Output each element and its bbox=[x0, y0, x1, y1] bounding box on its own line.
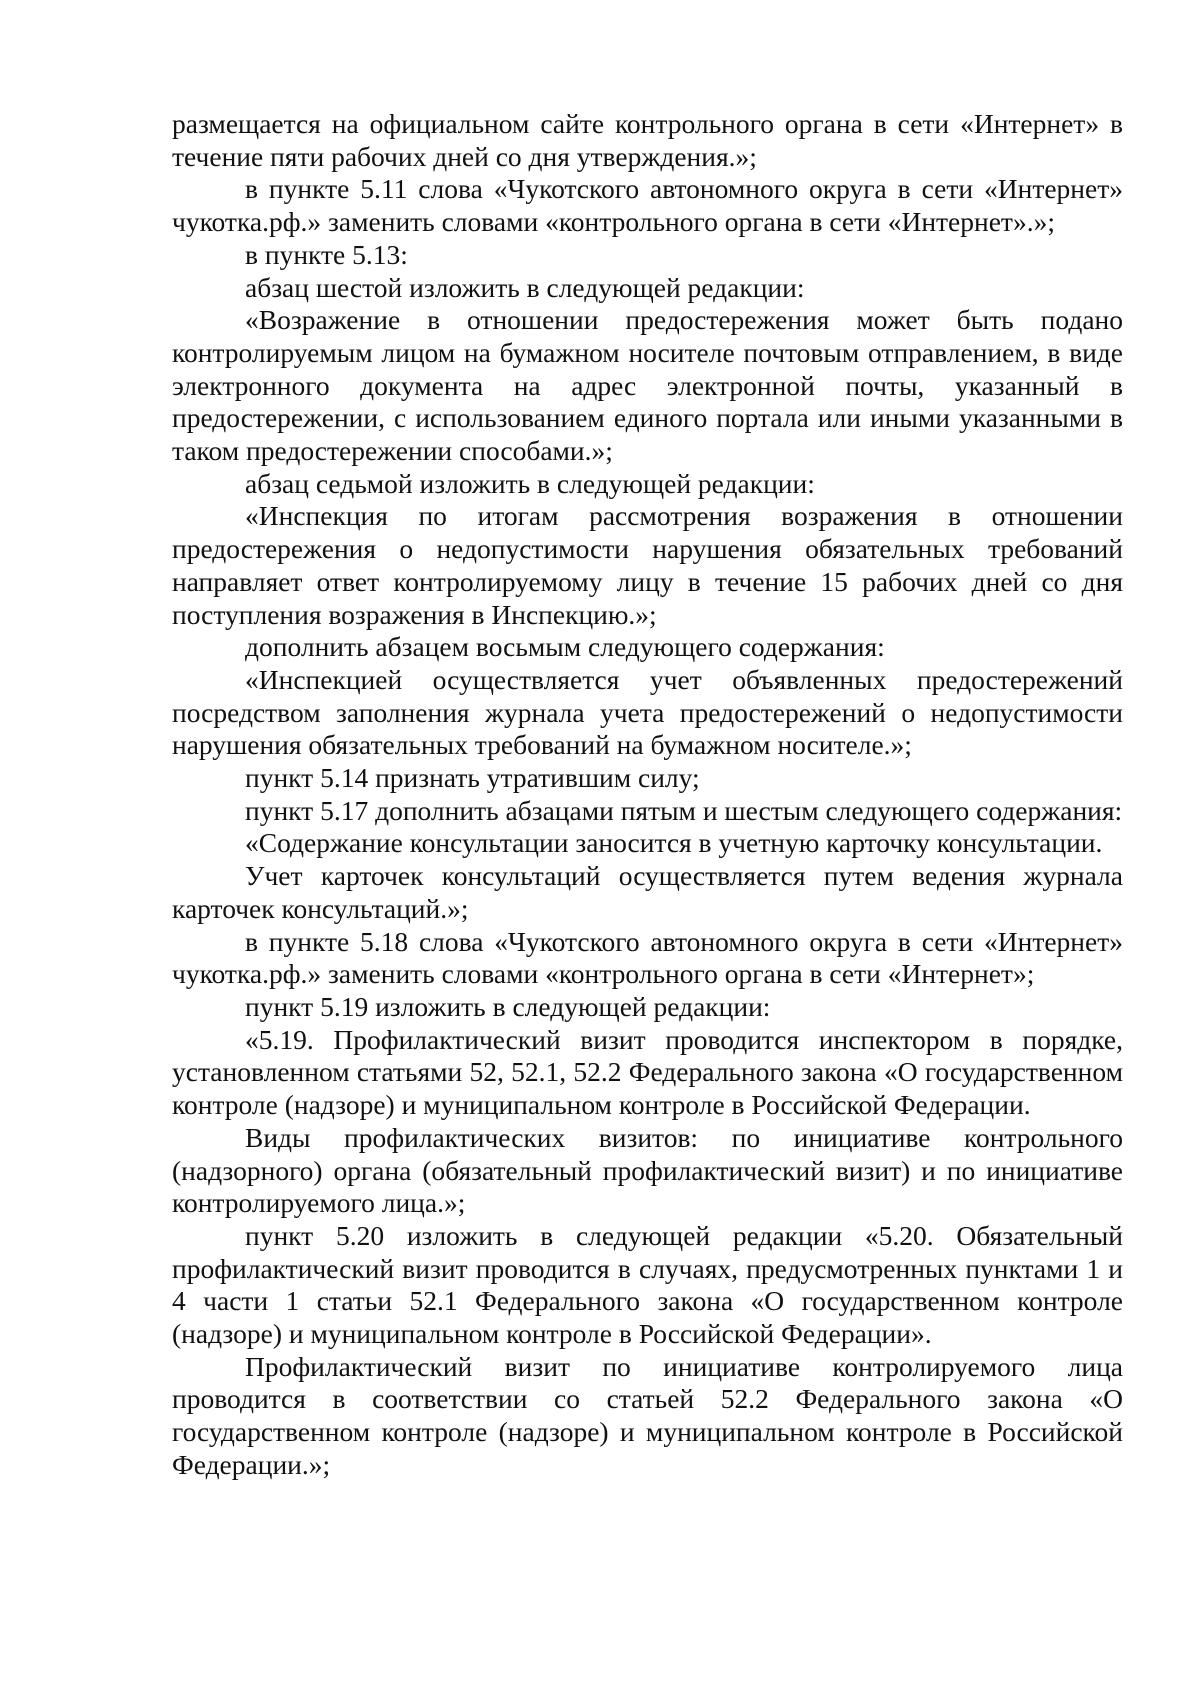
paragraph-17: Виды профилактических визитов: по инициативе контрольного (надзорного) органа (обязательный профилактический визит) и по инициативе контролируемого лица.»; bbox=[172, 1121, 1123, 1219]
paragraph-14: в пункте 5.18 слова «Чукотского автономного округа в сети «Интернет» чукотка.рф.» заменить словами «контрольного органа в сети «Интернет»; bbox=[172, 925, 1123, 990]
paragraph-13: Учет карточек консультаций осуществляется путем ведения журнала карточек консультаций.»; bbox=[172, 860, 1123, 924]
paragraph-7: «Инспекция по итогам рассмотрения возражения в отношении предостережения о недопустимости нарушения обязательных требований направляет ответ контролируемому лицу в течение 15 рабочих дней со дня поступления возражения в Инспекцию.»; bbox=[172, 500, 1123, 630]
paragraph-8: дополнить абзацем восьмым следующего содержания: bbox=[245, 631, 885, 663]
paragraph-10: пункт 5.14 признать утратившим силу; bbox=[245, 762, 700, 794]
paragraph-3: в пункте 5.13: bbox=[245, 238, 408, 270]
paragraph-19: Профилактический визит по инициативе контролируемого лица проводится в соответствии со статьей 52.2 Федерального закона «О государственном контроле (надзоре) и муниципальном контроле в Российской Федерации.»; bbox=[172, 1350, 1123, 1480]
paragraph-15: пункт 5.19 изложить в следующей редакции: bbox=[245, 990, 771, 1022]
paragraph-1: размещается на официальном сайте контрольного органа в сети «Интернет» в течение пяти рабочих дней со дня утверждения.»; bbox=[172, 108, 1123, 172]
paragraph-16: «5.19. Профилактический визит проводится инспектором в порядке, установленном статьями 52, 52.1, 52.2 Федерального закона «О государственном контроле (надзоре) и муниципальном контроле в Российской Федерации. bbox=[172, 1023, 1123, 1121]
paragraph-5: «Возражение в отношении предостережения может быть подано контролируемым лицом на бумажном носителе почтовым отправлением, в виде электронного документа на адрес электронной почты, указанный в предостережении, с использованием единого портала или иными указанными в таком предостережении способами.»; bbox=[172, 304, 1123, 467]
paragraph-2: в пункте 5.11 слова «Чукотского автономного округа в сети «Интернет» чукотка.рф.» заменить словами «контрольного органа в сети «Интернет».»; bbox=[172, 173, 1123, 238]
paragraph-12: «Содержание консультации заносится в учетную карточку консультации. bbox=[245, 827, 1103, 859]
paragraph-4: абзац шестой изложить в следующей редакции: bbox=[245, 271, 805, 303]
paragraph-11: пункт 5.17 дополнить абзацами пятым и шестым следующего содержания: bbox=[245, 794, 1123, 826]
paragraph-9: «Инспекцией осуществляется учет объявленных предостережений посредством заполнения журнала учета предостережений о недопустимости нарушения обязательных требований на бумажном носителе.»; bbox=[172, 663, 1123, 761]
paragraph-6: абзац седьмой изложить в следующей редакции: bbox=[245, 467, 815, 499]
paragraph-18: пункт 5.20 изложить в следующей редакции «5.20. Обязательный профилактический визит проводится в случаях, предусмотренных пунктами 1 и 4 части 1 статьи 52.1 Федерального закона «О государственном контроле (надзоре) и муниципальном контроле в Российской Федерации». bbox=[172, 1219, 1123, 1350]
document-page bbox=[172, 108, 1123, 1482]
